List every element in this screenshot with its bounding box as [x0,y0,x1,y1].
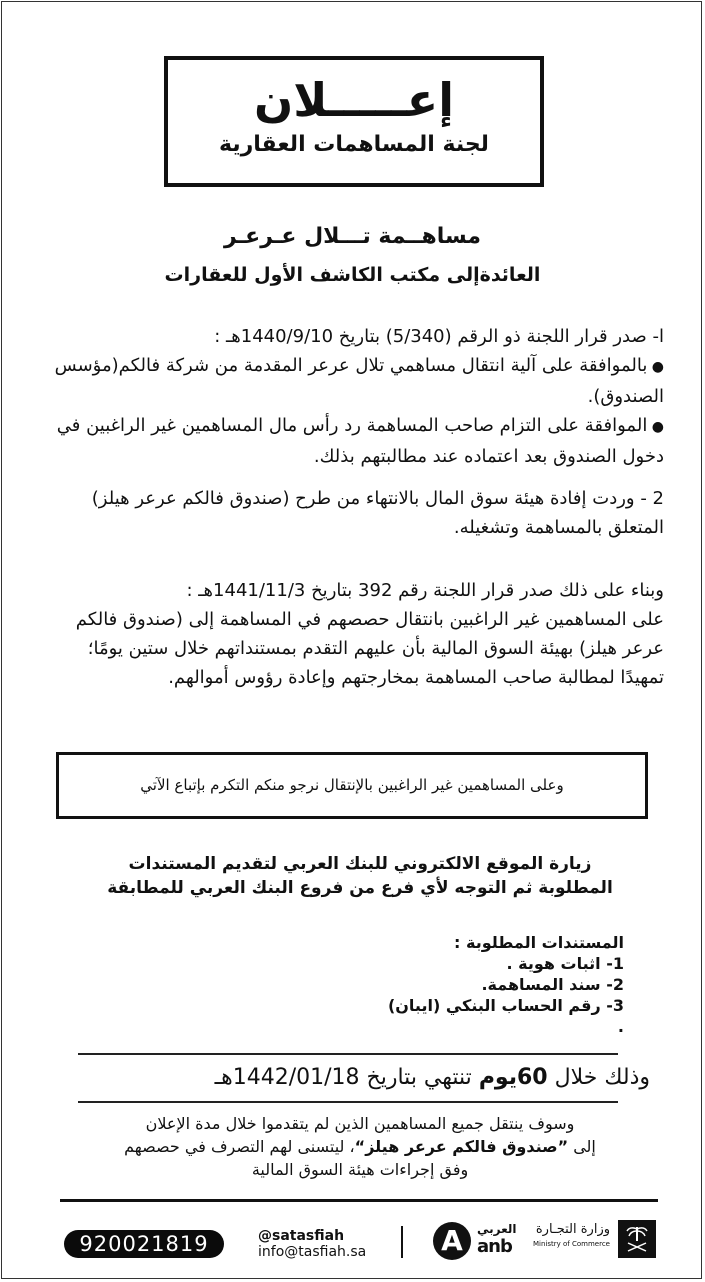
anb-english-name: anb [477,1236,512,1257]
announcement-title-box [164,56,544,187]
visit-instructions [60,852,660,900]
committee-name: لجنة المساهمات العقارية [219,132,489,157]
phone-number[interactable]: 920021819 [64,1230,224,1258]
section-3-decision: وبناء على ذلك صدر قرار اللجنة رقم 392 بتاريخ 1441/11/3هـ : [186,580,664,601]
ministry-english-name: Ministry of Commerce [533,1240,610,1248]
section-2 [48,484,664,542]
closing-text [60,1112,660,1181]
required-documents [380,932,624,1037]
contact-info [258,1228,366,1260]
closing-line-2-prefix: إلى [568,1137,596,1156]
visit-line-1: زيارة الموقع الالكتروني للبنك العربي لتقديم المستندات [128,854,592,874]
divider-bottom [78,1101,618,1103]
section-3 [48,576,664,692]
deadline-days: 60يوم [478,1065,548,1090]
closing-line-1: وسوف ينتقل جميع المساهمين الذين لم يتقدموا خلال مدة الإعلان [145,1114,575,1133]
deadline-prefix: وذلك خلال [547,1065,650,1090]
section-1-bullet-1: ● بالموافقة على آلية انتقال مساهمي تلال عرعر المقدمة من شركة فالكم(مؤسس الصندوق). [48,351,664,411]
section-2-text: 2 - وردت إفادة هيئة سوق المال بالانتهاء من طرح (صندوق فالكم عرعر هيلز) المتعلق بالمساهمة وتشغيله. [91,488,664,538]
section-1-bullet-2: ● الموافقة على التزام صاحب المساهمة رد رأس مال المساهمين غير الراغبين في دخول الصندوق بعد اعتماده عند مطالبتهم بذلك. [48,411,664,471]
deadline-line [64,1058,650,1098]
anb-arabic-name: العربي [477,1222,517,1236]
closing-line-2 [60,1135,660,1158]
footer-divider [60,1199,658,1202]
fund-name: ”صندوق فالكم عرعر هيلز“ [354,1137,569,1156]
visit-line-2: المطلوبة ثم التوجه لأي فرع من فروع البنك العربي للمطابقة [107,878,613,898]
contribution-name-heading: مساهــمة تـــلال عـرعـر [223,224,482,249]
document-item: 2- سند المساهمة. [481,975,624,994]
notice-box: وعلى المساهمين غير الراغبين بالإنتقال نرجو منكم التكرم بإتباع الآتي [56,752,648,819]
owner-heading: العائدةإلى مكتب الكاشف الأول للعقارات [164,264,541,286]
section-3-text: على المساهمين غير الراغبين بانتقال حصصهم في المساهمة إلى (صندوق فالكم عرعر هيلز) بهيئة السوق المالية بأن عليهم التقدم بمستنداتهم خلال ستين يومًا؛ تمهيدًا لمطالبة صاحب المساهمة بمخارجتهم وإعادة رؤوس أموالهم. [75,609,664,688]
anb-a-circle-icon: A [433,1222,471,1260]
twitter-handle[interactable]: @satasfiah [258,1228,345,1244]
document-item: 1- اثبات هوية . [506,954,624,973]
closing-line-2-suffix: ، ليتسنى لهم التصرف في حصصهم [124,1137,355,1156]
divider-top [78,1053,618,1055]
document-item: 3- رقم الحساب البنكي (ايبان) . [387,996,624,1036]
ministry-of-commerce-logo [533,1218,656,1260]
closing-line-3: وفق إجراءات هيئة السوق المالية [251,1160,469,1179]
footer-separator [401,1226,403,1258]
palm-swords-emblem-icon [618,1220,656,1258]
anb-logo [433,1220,517,1260]
deadline-suffix: تنتهي بتاريخ 1442/01/18هـ [214,1065,479,1090]
section-1 [48,322,664,471]
section-1-intro: ا- صدر قرار اللجنة ذو الرقم (5/340) بتاريخ 1440/9/10هـ : [214,326,664,347]
announcement-title: إعـــــلان [254,73,454,127]
ministry-arabic-name: وزارة التجـارة [535,1222,610,1237]
required-documents-title: المستندات المطلوبة : [454,933,624,952]
email-link[interactable]: info@tasfiah.sa [258,1244,367,1260]
